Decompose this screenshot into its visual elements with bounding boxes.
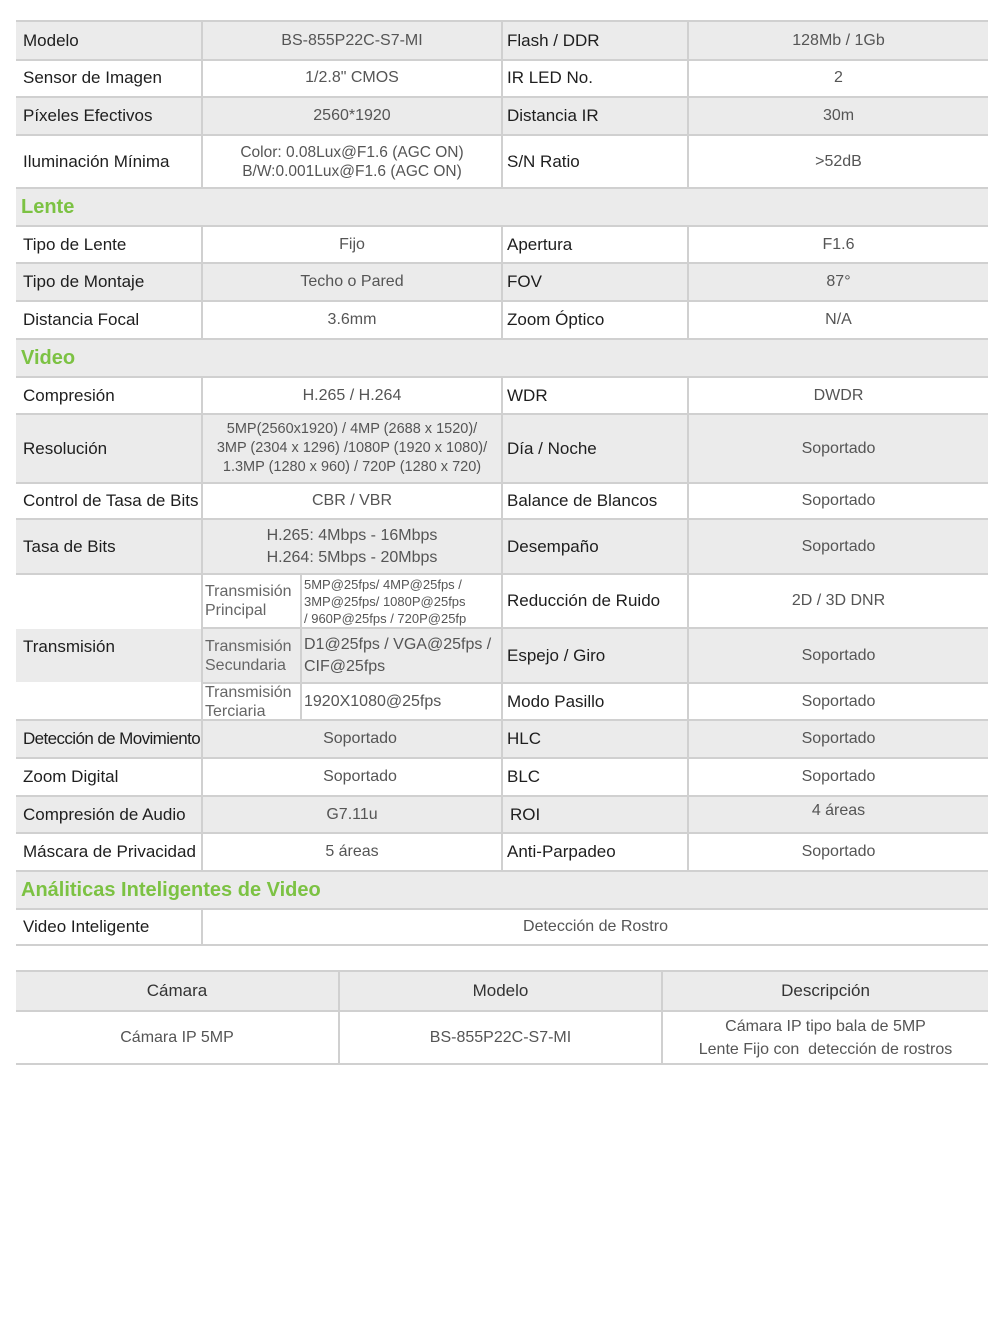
spec-label-dia-noche: Día / Noche [507, 438, 597, 458]
transmision-principal-value [302, 575, 501, 627]
spec-label-sensor: Sensor de Imagen [23, 68, 162, 87]
spec-value-pixeles: 2560*1920 [313, 106, 391, 124]
transmision-principal-line-2: Principal [205, 602, 267, 619]
order-header-modelo: Modelo [472, 981, 529, 1000]
spec-value-fov: 87° [826, 272, 851, 290]
iluminacion-color: Color: 0.08Lux@F1.6 (AGC ON) [240, 143, 464, 161]
spec-label-apertura: Apertura [507, 234, 573, 254]
spec-label-tasa-bits: Tasa de Bits [23, 536, 116, 556]
spec-label-distancia-ir: Distancia IR [507, 105, 599, 125]
order-cell-camara: Cámara IP 5MP [120, 1028, 234, 1046]
spec-label-flash: Flash / DDR [507, 30, 600, 50]
spec-label-zoom-digital: Zoom Digital [23, 767, 119, 786]
spec-value-resolucion [203, 415, 501, 482]
transmision-secundaria-line-1: Transmisión [205, 637, 292, 655]
order-header-descripcion: Descripción [781, 981, 870, 1000]
spec-label-reduccion-ruido: Reducción de Ruido [507, 591, 661, 610]
spec-label-roi: ROI [510, 804, 541, 824]
spec-value-anti-parpadeo: Soportado [801, 843, 876, 860]
section-title-analiticas: Análiticas Inteligentes de Video [21, 878, 321, 901]
spec-value-audio: G7.11u [326, 805, 378, 823]
spec-value-distancia-ir: 30m [822, 106, 855, 124]
transmision-secundaria-label [203, 629, 300, 682]
spec-label-zoom-optico: Zoom Óptico [507, 310, 605, 329]
spec-value-roi: 4 áreas [811, 801, 866, 819]
spec-label-control-bits: Control de Tasa de Bits [23, 491, 199, 510]
tasa-h264: H.264: 5Mbps - 20Mbps [266, 548, 438, 566]
spec-value-reduccion-ruido: 2D / 3D DNR [791, 592, 886, 609]
transmision-terciaria-label [203, 684, 300, 719]
spec-value-movimiento: Soportado [323, 730, 397, 747]
spec-value-desempano: Soportado [801, 537, 876, 555]
spec-label-desempano: Desempaño [507, 536, 599, 556]
order-header-camara: Cámara [146, 981, 208, 1000]
spec-label-privacidad: Máscara de Privacidad [23, 842, 196, 861]
principal-line-3: / 960P@25fps / 720P@25fp [304, 610, 467, 626]
spec-value-balance: Soportado [801, 492, 876, 509]
spec-value-pasillo: Soportado [801, 692, 876, 710]
section-title-video: Video [21, 346, 76, 369]
spec-label-pasillo: Modo Pasillo [507, 691, 605, 711]
transmision-secundaria-value [302, 629, 501, 682]
spec-value-tasa-bits [203, 520, 501, 573]
spec-label-espejo: Espejo / Giro [507, 645, 606, 665]
spec-value-wdr: DWDR [813, 386, 864, 404]
section-title-lente: Lente [21, 195, 75, 218]
tasa-h265: H.265: 4Mbps - 16Mbps [266, 526, 438, 544]
transmision-terciaria-value: 1920X1080@25fps [304, 692, 442, 710]
transmision-principal-line-1: Transmisión [205, 583, 292, 600]
spec-value-irled: 2 [834, 69, 843, 86]
spec-value-flash: 128Mb / 1Gb [792, 31, 885, 49]
spec-label-anti-parpadeo: Anti-Parpadeo [507, 842, 616, 861]
secundaria-line-1: D1@25fps / VGA@25fps / [304, 635, 492, 653]
spec-value-apertura: F1.6 [822, 235, 855, 253]
spec-value-blc: Soportado [801, 768, 876, 785]
spec-label-iluminacion: Iluminación Mínima [23, 151, 170, 171]
order-cell-descripcion [663, 1012, 988, 1063]
descripcion-line-2: Lente Fijo con detección de rostros [698, 1040, 953, 1058]
spec-label-wdr: WDR [507, 385, 548, 405]
spec-value-tipo-lente: Fijo [339, 235, 365, 253]
spec-value-video-inteligente: Detección de Rostro [523, 918, 668, 935]
spec-label-blc: BLC [507, 767, 541, 786]
iluminacion-bw: B/W:0.001Lux@F1.6 (AGC ON) [242, 162, 462, 180]
spec-label-modelo: Modelo [23, 30, 79, 50]
spec-label-movimiento: Detección de Movimiento [23, 729, 201, 748]
spec-label-fov: FOV [507, 271, 542, 291]
spec-value-iluminacion [203, 136, 501, 187]
spec-value-dia-noche: Soportado [801, 439, 876, 457]
spec-label-focal: Distancia Focal [23, 310, 140, 329]
spec-value-privacidad: 5 áreas [325, 843, 379, 860]
spec-value-montaje: Techo o Pared [300, 272, 404, 290]
spec-label-irled: IR LED No. [507, 68, 593, 87]
secundaria-line-2: CIF@25fps [304, 657, 386, 675]
spec-value-sensor: 1/2.8" CMOS [305, 69, 399, 86]
spec-label-compresion: Compresión [23, 385, 115, 405]
resolucion-line-2: 3MP (2304 x 1296) /1080P (1920 x 1080)/ [216, 440, 488, 456]
spec-label-tipo-lente: Tipo de Lente [23, 234, 127, 254]
spec-value-hlc: Soportado [801, 730, 876, 747]
spec-label-audio: Compresión de Audio [23, 804, 186, 824]
spec-value-compresion: H.265 / H.264 [302, 386, 402, 404]
spec-value-espejo: Soportado [801, 646, 876, 664]
spec-label-transmision: Transmisión [23, 637, 115, 656]
principal-line-1: 5MP@25fps/ 4MP@25fps / [304, 576, 462, 592]
spec-value-zoom-digital: Soportado [323, 768, 397, 785]
resolucion-line-3: 1.3MP (1280 x 960) / 720P (1280 x 720) [222, 459, 482, 475]
spec-value-focal: 3.6mm [327, 311, 377, 328]
resolucion-line-1: 5MP(2560x1920) / 4MP (2688 x 1520)/ [226, 421, 478, 437]
spec-label-video-inteligente: Video Inteligente [23, 917, 150, 936]
spec-label-balance: Balance de Blancos [507, 491, 658, 510]
transmision-terciaria-line-1: Transmisión [205, 683, 292, 701]
spec-label-resolucion: Resolución [23, 438, 108, 458]
spec-value-sn: >52dB [815, 152, 862, 170]
spec-label-hlc: HLC [507, 729, 542, 748]
principal-line-2: 3MP@25fps/ 1080P@25fps [304, 593, 466, 609]
spec-value-control-bits: CBR / VBR [311, 492, 392, 509]
transmision-terciaria-line-2: Terciaria [205, 702, 266, 720]
spec-label-pixeles: Píxeles Efectivos [23, 105, 153, 125]
descripcion-line-1: Cámara IP tipo bala de 5MP [725, 1017, 926, 1035]
spec-value-zoom-optico: N/A [825, 311, 852, 328]
transmision-principal-label [203, 575, 300, 627]
spec-label-sn: S/N Ratio [507, 151, 580, 171]
order-cell-modelo: BS-855P22C-S7-MI [429, 1028, 572, 1046]
spec-value-modelo: BS-855P22C-S7-MI [281, 31, 423, 49]
spec-label-montaje: Tipo de Montaje [23, 271, 145, 291]
transmision-secundaria-line-2: Secundaria [205, 656, 286, 674]
